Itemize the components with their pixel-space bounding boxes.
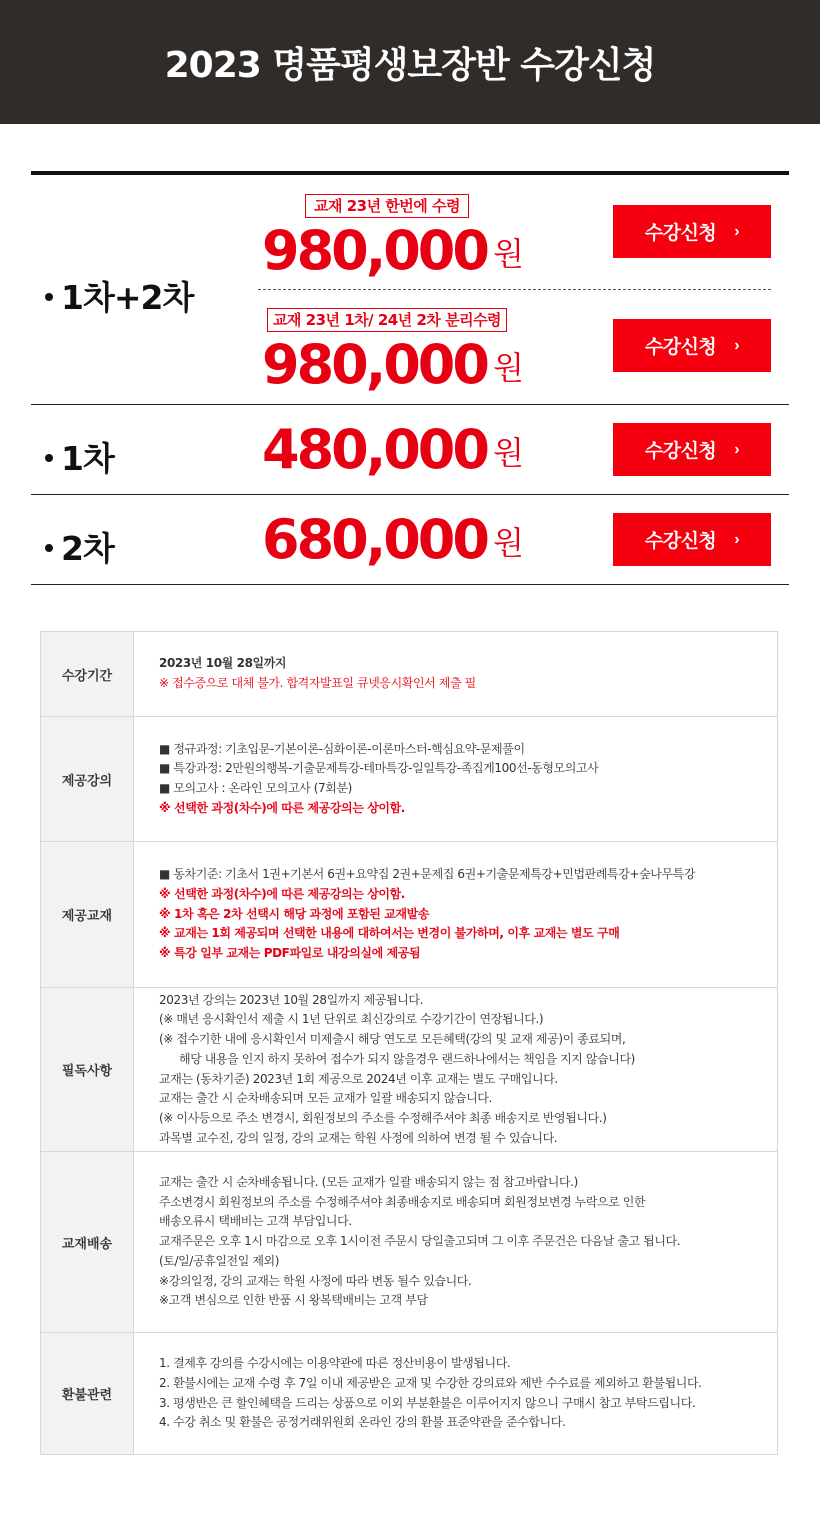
info-row-notice <box>41 988 778 1152</box>
info-content-notice: 2023년 강의는 2023년 10월 28일까지 제공됩니다. (※ 매년 응시확인서 제출 시 1년 단위로 최신강의로 수강기간이 연장됩니다.) (※ 접수기한 내에 응시확인서 미제출시 해당 연도로 모든혜택(강의 및 교재 제공)이 종료되며, 해당 내용을 인지 하지 못하여 접수가 되지 않을경우 랜드하나에서는 책임을 지지 않습니다) 교재는 (동차기준) 2023년 1회 제공으로 2024년 이후 교재는 별도 구매입니다. 교재는 출간 시 순차배송되며 모든 교재가 일괄 배송되지 않습니다. (※ 이사등으로 주소 변경시, 회원정보의 주소를 수정해주셔야 최종 배송지로 반영됩니다.) 과목별 교수진, 강의 일정, 강의 교재는 학원 사정에 의하여 변경 될 수 있습니다. <box>134 988 778 1152</box>
apply-button-second[interactable]: 수강신청 › <box>613 513 771 566</box>
pricing-row-combined <box>31 175 789 405</box>
info-row-materials <box>41 842 778 988</box>
info-content-refund: 1. 결제후 강의를 수강시에는 이용약관에 따른 정산비용이 발생됩니다. 2. 환불시에는 교재 수령 후 7일 이내 제공받은 교재 및 수강한 강의료와 제반 수수료를 제외하고 환불됩니다. 3. 평생반은 큰 할인혜택을 드리는 상품으로 이외 부분환불은 이루어지지 않으니 구매시 참고 부탁드립니다. 4. 수강 취소 및 환불은 공정거래위원회 온라인 강의 환불 표준약관을 준수합니다. <box>134 1333 778 1455</box>
info-label-period: 수강기간 <box>41 632 134 717</box>
bullet-dot <box>45 454 53 462</box>
option-divider <box>258 289 771 290</box>
chevron-right-icon: › <box>734 336 740 354</box>
info-label-notice: 필독사항 <box>41 988 134 1152</box>
chevron-right-icon: › <box>734 530 740 548</box>
option-tag-split-receipt: 교재 23년 1차/ 24년 2차 분리수령 <box>267 308 507 332</box>
info-label-lectures: 제공강의 <box>41 717 134 842</box>
info-content-lectures: ■ 정규과정: 기초입문-기본이론-심화이론-이론마스터-핵심요약-문제풀이 ■ 특강과정: 2만원의행복-기출문제특강-테마특강-일일특강-족집게100선-동형모의고사 ■ 모의고사 : 온라인 모의고사 (7회분) ※ 선택한 과정(차수)에 따른 제공강의는 상이함. <box>134 717 778 842</box>
info-row-lectures <box>41 717 778 842</box>
row-label-combined: 1차+2차 <box>45 272 193 319</box>
bullet-dot <box>45 293 53 301</box>
price-combined-option-2: 980,000 원 <box>262 333 524 396</box>
price-combined-option-1: 980,000 원 <box>262 219 524 282</box>
row-label-second: 2차 <box>45 523 114 570</box>
pricing-table <box>31 171 789 585</box>
apply-button-combined-2[interactable]: 수강신청 › <box>613 319 771 372</box>
chevron-right-icon: › <box>734 222 740 240</box>
info-content-period: 2023년 10월 28일까지 ※ 접수증으로 대체 불가. 합격자발표일 큐넷응시확인서 제출 필 <box>159 656 476 690</box>
row-label-first: 1차 <box>45 433 114 480</box>
option-tag-single-receipt: 교재 23년 한번에 수령 <box>305 194 469 218</box>
price-second: 680,000 원 <box>262 508 524 571</box>
price-first: 480,000 원 <box>262 418 524 481</box>
info-content-shipping: 교재는 출간 시 순차배송됩니다. (모든 교재가 일괄 배송되지 않는 점 참고바랍니다.) 주소변경시 회원정보의 주소를 수정해주셔야 최종배송지로 배송되며 회원정보변경 누락으로 인한 배송오류시 택배비는 고객 부담입니다. 교재주문은 오후 1시 마감으로 오후 1시이전 주문시 당일출고되며 그 이후 주문건은 다음날 출고 됩니다. (토/일/공휴일전일 제외) ※강의일정, 강의 교재는 학원 사정에 따라 변동 될수 있습니다. ※고객 변심으로 인한 반품 시 왕복택배비는 고객 부담 <box>134 1152 778 1333</box>
pricing-row-second <box>31 495 789 585</box>
info-content-materials: ■ 동차기준: 기초서 1권+기본서 6권+요약집 2권+문제집 6권+기출문제특강+민법판례특강+숲나무특강 ※ 선택한 과정(차수)에 따른 제공강의는 상이함. ※ 1차 혹은 2차 선택시 해당 과정에 포함된 교재발송 ※ 교재는 1회 제공되며 선택한 내용에 대하여서는 변경이 불가하며, 이후 교재는 별도 구매 ※ 특강 일부 교재는 PDF파일로 내강의실에 제공됨 <box>134 842 778 988</box>
bullet-dot <box>45 544 53 552</box>
page-title: 2023 명품평생보장반 수강신청 <box>164 44 656 86</box>
chevron-right-icon: › <box>734 440 740 458</box>
info-row-shipping <box>41 1152 778 1333</box>
info-label-refund: 환불관련 <box>41 1333 134 1455</box>
info-label-materials: 제공교재 <box>41 842 134 988</box>
course-info-table <box>40 631 778 1455</box>
info-row-period <box>41 632 778 717</box>
apply-button-first[interactable]: 수강신청 › <box>613 423 771 476</box>
info-label-shipping: 교재배송 <box>41 1152 134 1333</box>
pricing-row-first <box>31 405 789 495</box>
info-row-refund <box>41 1333 778 1455</box>
page-header <box>0 0 820 124</box>
apply-button-combined-1[interactable]: 수강신청 › <box>613 205 771 258</box>
